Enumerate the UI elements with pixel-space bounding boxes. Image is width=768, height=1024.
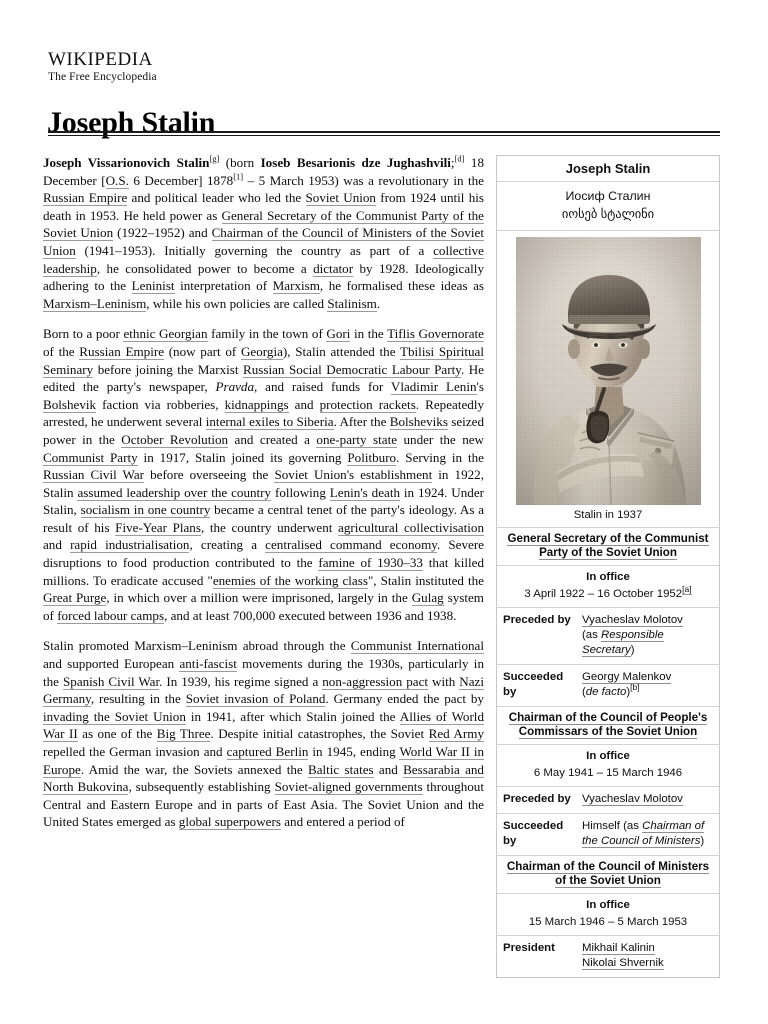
infobox-image-row [497, 231, 719, 528]
infobox-office-heading [497, 856, 719, 894]
wiki-link[interactable]: Baltic states [307, 761, 374, 777]
infobox-in-office-block [497, 566, 719, 608]
wiki-link[interactable]: Gulag [411, 590, 444, 606]
wiki-link[interactable]: centralised command economy [265, 537, 437, 553]
infobox-row-key: Preceded by [503, 793, 571, 805]
infobox-row-key: Succeeded by [503, 671, 564, 698]
wiki-link[interactable]: Nazi Germany [43, 673, 484, 707]
wiki-link[interactable]: collective leadership [43, 242, 484, 276]
wiki-link[interactable]: Leninist [131, 278, 175, 294]
wiki-link[interactable]: Red Army [428, 726, 484, 742]
wiki-link[interactable]: Mikhail Kalinin [582, 942, 655, 954]
wiki-link[interactable]: Soviet invasion of Poland [185, 691, 326, 707]
infobox-offices [497, 528, 719, 977]
wiki-link[interactable]: Responsible Secretary [582, 629, 664, 656]
infobox-in-office-block [497, 894, 719, 936]
title-divider [48, 131, 720, 136]
infobox-image-wrap [497, 231, 719, 505]
wiki-link[interactable]: Marxism [272, 278, 320, 294]
wiki-link[interactable]: Spanish Civil War [62, 673, 160, 689]
wiki-link[interactable]: Chairman of the Council of Ministers [582, 820, 705, 847]
infobox [496, 155, 720, 978]
infobox-row [497, 814, 719, 856]
wiki-link[interactable]: Marxism–Leninism [43, 295, 147, 311]
wiki-link[interactable]: Nikolai Shvernik [582, 957, 664, 969]
infobox-image-caption: Stalin in 1937 [573, 509, 643, 521]
wiki-link[interactable]: Russian Civil War [43, 467, 145, 483]
wiki-link[interactable]: O.S. [105, 172, 129, 188]
infobox-name-russian: Иосиф Сталин [565, 189, 651, 203]
wiki-link[interactable]: Bolshevik [43, 396, 97, 412]
wiki-link[interactable]: Vyacheslav Molotov [582, 614, 683, 626]
wiki-link[interactable]: Communist Party [43, 449, 138, 465]
infobox-office-dates: 6 May 1941 – 15 March 1946 [533, 767, 683, 779]
infobox-in-office-label: In office [586, 571, 630, 583]
wiki-link[interactable]: Soviet Union [305, 190, 376, 206]
wikipedia-logo [48, 50, 348, 83]
wiki-link[interactable]: Soviet-aligned governments [274, 779, 423, 795]
wiki-link[interactable]: October Revolution [121, 431, 229, 447]
wiki-link[interactable]: one-party state [316, 431, 398, 447]
wiki-link[interactable]: Chairman of the Council of Ministers of the Soviet Union [43, 225, 484, 258]
wiki-link[interactable]: Georgy Malenkov [582, 671, 672, 683]
wiki-link[interactable]: [a] [682, 584, 692, 595]
wiki-link[interactable]: ethnic Georgian [123, 326, 208, 342]
stalin-portrait-photo [516, 237, 701, 505]
wiki-link[interactable]: kidnappings [224, 396, 289, 412]
wiki-link[interactable]: General Secretary of the Communist Party of the Soviet Union [507, 532, 709, 559]
wiki-link[interactable]: rapid industrialisation [70, 537, 190, 553]
wiki-link[interactable]: Vladimir Lenin [390, 379, 477, 395]
infobox-office-dates: 3 April 1922 – 16 October 1952[a] [524, 584, 692, 600]
infobox-in-office-label: In office [586, 899, 630, 911]
lead-paragraph-2: Born to a poor ethnic Georgian family in the town of Gori in the Tiflis Governorate of the Russian Empire (now part of Georgia), Stalin attended the Tbilisi Spiritual Seminary before joining the Marxist Russian Social Democratic Labour Party. He edited the party's newspaper, Pravda, and raised funds for Vladimir Lenin's Bolshevik faction via robberies, kidnappings and protection rackets. Repeatedly arrested, he underwent several internal exiles to Siberia. After the Bolsheviks seized power in the October Revolution and created a one-party state under the new Communist Party in 1917, Stalin joined its governing Politburo. Serving in the Russian Civil War before overseeing the Soviet Union's establishment in 1922, Stalin assumed leadership over the country following Lenin's death in 1924. Under Stalin, socialism in one country became a central tenet of the party's ideology. As a result of his Five-Year Plans, the country underwent agricultural collectivisation and rapid industrialisation, creating a centralised command economy. Severe disruptions to food production contributed to the famine of 1930–33 that killed millions. To eradicate accused "enemies of the working class", Stalin instituted the Great Purge, in which over a million were imprisoned, largely in the Gulag system of forced labour camps, and at least 700,000 executed between 1936 and 1938. [43, 326, 485, 623]
infobox-row [497, 665, 719, 707]
wiki-link[interactable]: protection rackets [319, 396, 416, 412]
wiki-link[interactable]: Five-Year Plans [115, 519, 201, 535]
infobox-office-heading [497, 707, 719, 745]
wiki-link[interactable]: Russian Empire [79, 343, 164, 359]
infobox-row [497, 787, 719, 814]
wiki-link[interactable]: socialism in one country [80, 502, 211, 518]
wiki-link[interactable]: anti-fascist [179, 656, 237, 672]
wiki-link[interactable]: Gori [326, 326, 351, 342]
wiki-link[interactable]: Chairman of the Council of Ministers of the Soviet Union [506, 860, 710, 887]
wiki-link[interactable]: Georgia [240, 343, 283, 359]
wiki-link[interactable]: Big Three [156, 726, 211, 742]
wiki-link[interactable]: global superpowers [178, 814, 281, 830]
infobox-name-georgian: იოსებ სტალინი [561, 207, 655, 221]
wiki-link[interactable]: invading the Soviet Union [43, 708, 186, 724]
wiki-link[interactable]: enemies of the working class [212, 572, 368, 588]
infobox-native-names [497, 182, 719, 231]
wiki-link[interactable]: Communist International [350, 638, 484, 654]
wiki-link[interactable]: assumed leadership over the country [77, 484, 272, 500]
wiki-link[interactable]: Vyacheslav Molotov [582, 793, 683, 805]
wiki-link[interactable]: Russian Empire [43, 190, 128, 206]
infobox-row-value[interactable] [580, 787, 719, 813]
article-body [43, 154, 484, 831]
infobox-office-dates: 15 March 1946 – 5 March 1953 [528, 916, 688, 928]
wiki-link[interactable]: captured Berlin [226, 744, 309, 759]
wikipedia-tagline: The Free Encyclopedia [48, 71, 157, 83]
wiki-link[interactable]: internal exiles to Siberia [205, 414, 334, 430]
wiki-link[interactable]: famine of 1930–33 [318, 555, 423, 571]
wiki-link[interactable]: Allies of World War II [43, 708, 484, 742]
infobox-row-key: Succeeded by [503, 820, 564, 847]
page-title: Joseph Stalin [47, 106, 216, 140]
wiki-link[interactable]: Bolsheviks [389, 414, 448, 430]
lead-paragraph-1: Joseph Vissarionovich Stalin[g] (born Ioseb Besarionis dze Jughashvili;[d] 18 December [O.S. 6 December] 1878[1] – 5 March 1953) was a revolutionary in the Russian Empire and political leader who led the Soviet Union from 1924 until his death in 1953. He held power as General Secretary of the Communist Party of the Soviet Union (1922–1952) and Chairman of the Council of Ministers of the Soviet Union (1941–1953). Initially governing the country as part of a collective leadership, he consolidated power to become a dictator by 1928. Ideologically adhering to the Leninist interpretation of Marxism, he formalised these ideas as Marxism–Leninism, while his own policies are called Stalinism. [43, 153, 484, 311]
wikipedia-wordmark: WIKIPEDIA [48, 49, 153, 70]
infobox-in-office-block [497, 745, 719, 787]
infobox-row-value[interactable]: Himself (as Chairman of the Council of Ministers) [582, 820, 705, 847]
wiki-link[interactable]: Russian Social Democratic Labour Party [243, 361, 461, 377]
infobox-row [497, 608, 719, 665]
infobox-office-heading [497, 528, 719, 566]
lead-paragraph-3: Stalin promoted Marxism–Leninism abroad through the Communist International and supported European anti-fascist movements during the 1930s, particularly in the Spanish Civil War. In 1939, his regime signed a non-aggression pact with Nazi Germany, resulting in the Soviet invasion of Poland. Germany ended the pact by invading the Soviet Union in 1941, after which Stalin joined the Allies of World War II as one of the Big Three. Despite initial catastrophes, the Soviet Red Army repelled the German invasion and captured Berlin in 1945, ending World War II in Europe. Amid the war, the Soviets annexed the Baltic states and Bessarabia and North Bukovina, subsequently establishing Soviet-aligned governments throughout Central and Eastern Europe and in parts of East Asia. The Soviet Union and the United States emerged as global superpowers and entered a period of [43, 638, 485, 830]
wiki-link[interactable]: World War II in Europe [43, 744, 485, 777]
wiki-link[interactable]: Soviet Union's establishment [274, 467, 433, 483]
wiki-link[interactable]: Politburo [347, 449, 397, 465]
photo-vignette [516, 237, 701, 505]
wiki-link[interactable]: agricultural collectivisation [338, 519, 484, 535]
infobox-row [497, 936, 719, 977]
infobox-row-value[interactable]: Georgy Malenkov (de facto)[b] [582, 671, 672, 698]
infobox-row-value[interactable]: Vyacheslav Molotov (as Responsible Secretary) [582, 614, 683, 656]
wiki-link[interactable]: Lenin's death [329, 484, 401, 500]
wiki-link[interactable]: General Secretary of the Communist Party of the Soviet Union [43, 207, 484, 241]
wiki-link[interactable]: Chairman of the Council of People's Commissars of the Soviet Union [508, 711, 708, 738]
wiki-link[interactable]: dictator [313, 260, 354, 276]
wiki-link[interactable]: Bessarabia and North Bukovina [43, 761, 484, 795]
infobox-row-value[interactable] [580, 936, 719, 977]
wiki-link[interactable]: Tiflis Governorate [387, 326, 484, 342]
wiki-link[interactable]: Great Purge [43, 590, 107, 606]
wiki-link[interactable]: forced labour camps [57, 607, 165, 623]
wiki-link[interactable]: Tbilisi Spiritual Seminary [43, 343, 484, 377]
infobox-title: Joseph Stalin [497, 156, 719, 182]
wiki-link[interactable]: non-aggression pact [322, 673, 429, 689]
wiki-link[interactable]: Stalinism [327, 295, 377, 311]
infobox-row-key: President [503, 942, 555, 954]
infobox-row-key: Preceded by [503, 614, 571, 626]
infobox-in-office-label: In office [586, 750, 630, 762]
